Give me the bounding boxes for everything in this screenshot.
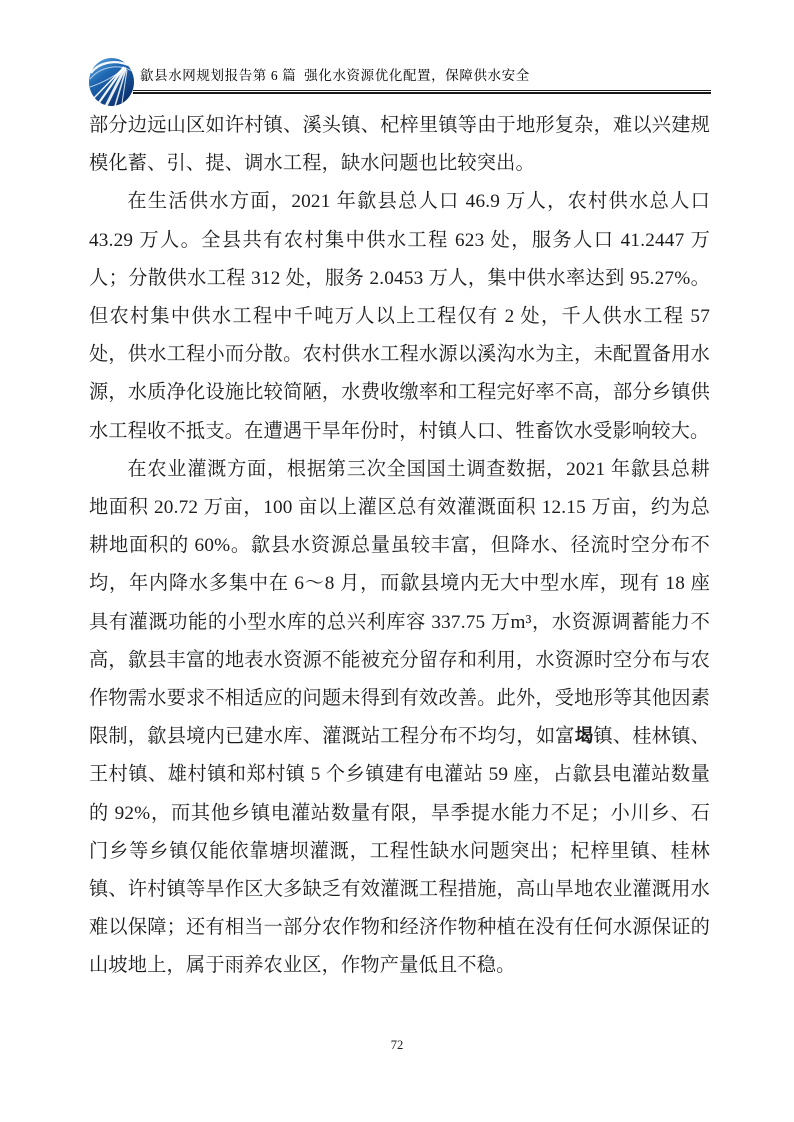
paragraph-2: 在生活供水方面，2021 年歙县总人口 46.9 万人，农村供水总人口 43.29 万人。全县共有农村集中供水工程 623 处，服务人口 41.2447 万人；分散供水工程 312 处，服务 2.0453 万人，集中供水率达到 95.27%。但农村集中供水工程中千吨万人以上工程仅有 2 处，千人供水工程 57 处，供水工程小而分散。农村供水工程水源以溪沟水为主，未配置备用水源，水质净化设施比较简陋，水费收缴率和工程完好率不高，部分乡镇供水工程收不抵支。在遭遇干旱年份时，村镇人口、牲畜饮水受影响较大。 bbox=[89, 191, 710, 442]
paragraph-3-text-post: 镇、桂林镇、王村镇、雄村镇和郑村镇 5 个乡镇建有电灌站 59 座，占歙县电灌站数量的 92%，而其他乡镇电灌站数量有限，旱季提水能力不足；小川乡、石门乡等乡镇仅能依靠塘坝灌溉，工程性缺水问题突出；杞梓里镇、桂林镇、许村镇等旱作区大多缺乏有效灌溉工程措施，高山旱地农业灌溉用水难以保障；还有相当一部分农作物和经济作物种植在没有任何水源保证的山坡地上，属于雨养农业区，作物产量低且不稳。 bbox=[89, 726, 711, 977]
header-title: 歙县水网规划报告第 6 篇 强化水资源优化配置，保障供水安全 bbox=[140, 68, 530, 83]
header-rule bbox=[133, 90, 711, 94]
paragraph-3 bbox=[89, 451, 710, 986]
paragraph-1: 部分边远山区如许村镇、溪头镇、杞梓里镇等由于地形复杂，难以兴建规模化蓄、引、提、调水工程，缺水问题也比较突出。 bbox=[89, 115, 710, 175]
water-network-logo-icon bbox=[88, 57, 135, 107]
paragraph-3-bold-character: 堨 bbox=[574, 726, 594, 748]
paragraph-3-text-pre: 在农业灌溉方面，根据第三次全国国土调查数据，2021 年歙县总耕地面积 20.72 万亩，100 亩以上灌区总有效灌溉面积 12.15 万亩，约为总耕地面积的 60%。歙县水资源总量虽较丰富，但降水、径流时空分布不均，年内降水多集中在 6～8 月，而歙县境内无大中型水库，现有 18 座具有灌溉功能的小型水库的总兴利库容 337.75 万m³，水资源调蓄能力不高，歙县丰富的地表水资源不能被充分留存和利用，水资源时空分布与农作物需水要求不相适应的问题未得到有效改善。此外，受地形等其他因素限制，歙县境内已建水库、灌溉站工程分布不均匀，如富 bbox=[89, 458, 710, 748]
page-body bbox=[89, 107, 710, 986]
page-number: 72 bbox=[390, 1038, 404, 1052]
